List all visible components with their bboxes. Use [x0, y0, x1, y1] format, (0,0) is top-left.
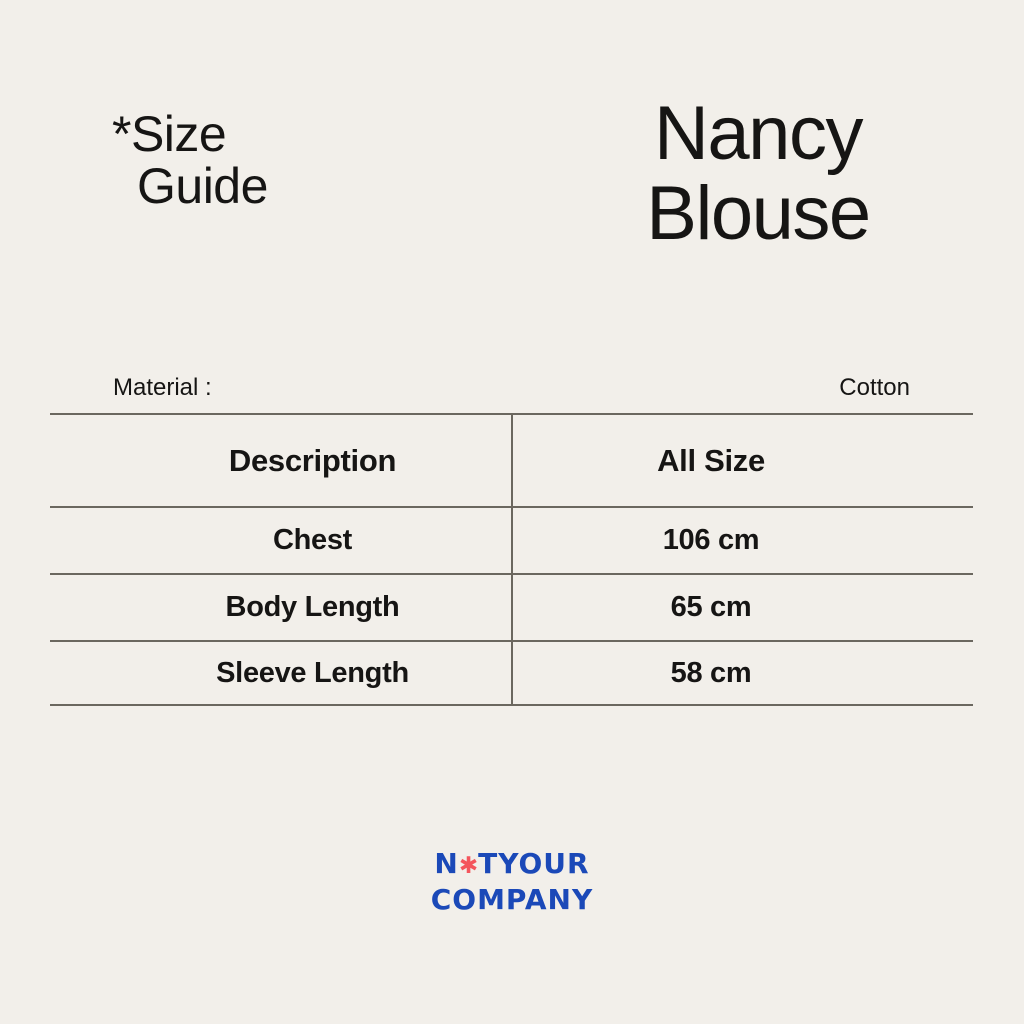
flower-asterisk-icon: ✱: [458, 853, 479, 879]
product-title: [558, 91, 958, 256]
product-title-line2: Blouse: [646, 171, 870, 256]
logo-prefix: N: [434, 847, 459, 880]
size-guide-title: [112, 106, 268, 214]
row-label: Body Length: [225, 591, 400, 623]
row-value: 58 cm: [670, 656, 752, 689]
size-guide-line1: *Size: [112, 106, 227, 162]
product-title-line1: Nancy: [654, 91, 862, 176]
material-value: Cotton: [839, 374, 910, 401]
row-label: Chest: [272, 524, 353, 556]
brand-logo-line2: COMPANY: [430, 883, 594, 916]
column-header-description: Description: [228, 442, 397, 478]
column-divider: [511, 415, 513, 706]
logo-suffix: TYOUR: [478, 847, 590, 880]
material-label: Material :: [113, 374, 212, 401]
material-row: [50, 370, 973, 402]
row-value: 106 cm: [662, 524, 760, 556]
brand-logo-line1: [0, 847, 1024, 883]
size-guide-line2: Guide: [137, 158, 268, 214]
brand-logo: [0, 847, 1024, 916]
size-table: [50, 413, 973, 706]
row-label: Sleeve Length: [216, 656, 409, 689]
row-value: 65 cm: [670, 591, 752, 623]
column-header-all-size: All Size: [657, 442, 765, 478]
